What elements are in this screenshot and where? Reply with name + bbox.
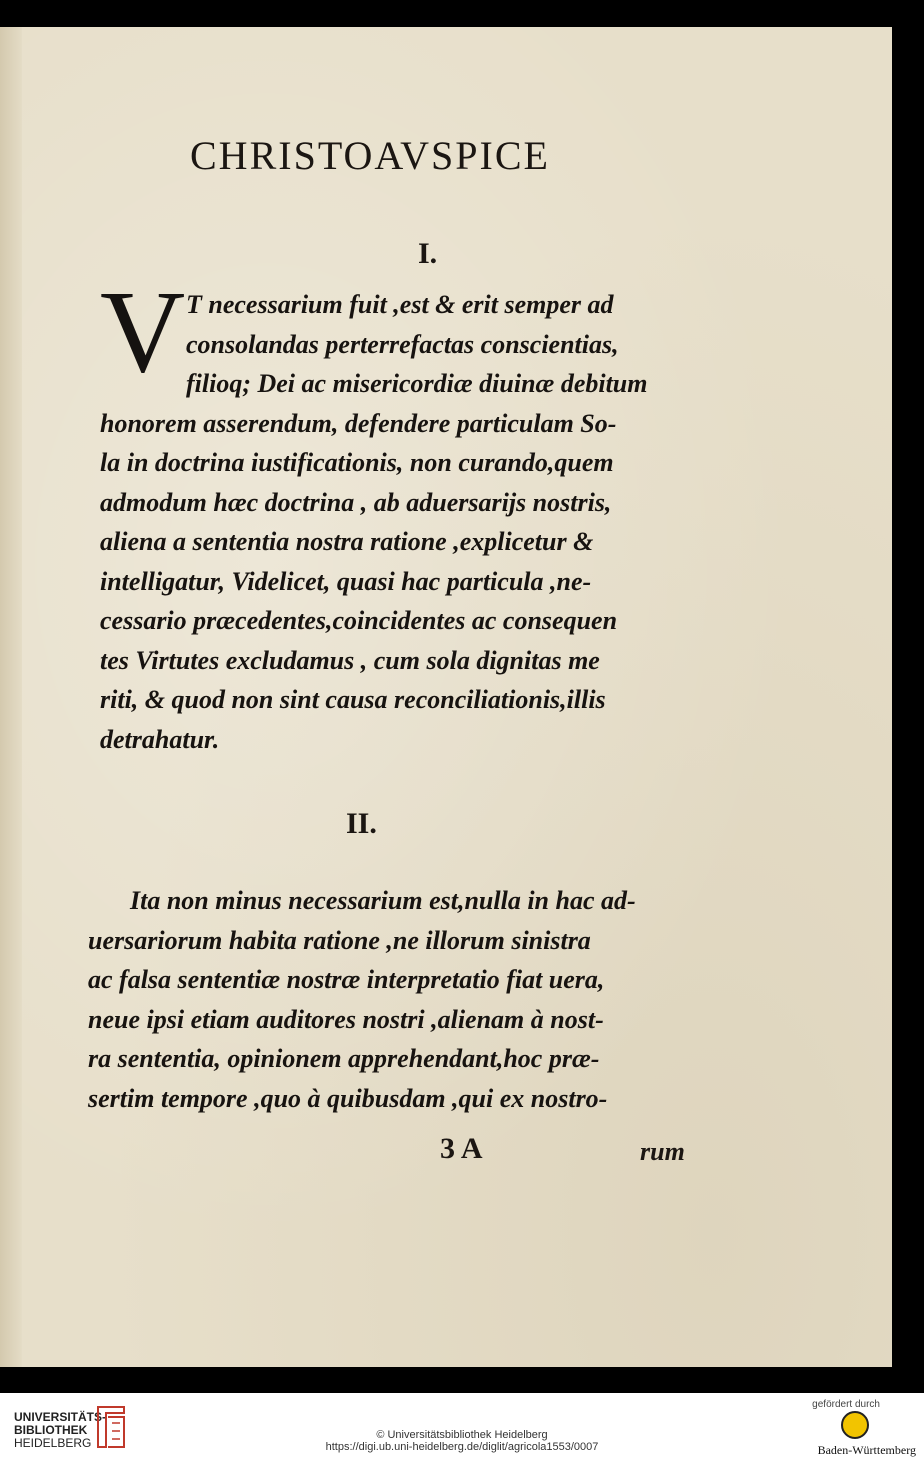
state-emblem-icon [841, 1411, 869, 1439]
page-title: CHRISTOAVSPICE [190, 133, 550, 178]
copyright-text: © Universitätsbibliothek Heidelberg [376, 1429, 548, 1441]
paragraph-1 [100, 285, 720, 759]
text-line: intelligatur, Videlicet, quasi hac particula ,ne- [100, 566, 592, 596]
sponsor-label: gefördert durch [812, 1399, 880, 1410]
text-line: T necessarium fuit ,est & erit semper ad [186, 290, 614, 319]
section-number-2: II. [346, 807, 377, 840]
text-line: consolandas perterrefactas conscientias, [186, 329, 619, 359]
text-line: tes Virtutes excludamus , cum sola dignitas me [100, 645, 600, 675]
catchword: rum [640, 1137, 685, 1166]
text-line: ac falsa sententiæ nostræ interpretatio fiat uera, [88, 965, 605, 994]
library-name-line: BIBLIOTHEK [14, 1423, 88, 1437]
scanned-page [0, 27, 892, 1367]
paragraph-2 [88, 881, 718, 1118]
library-name-line: UNIVERSITÄTS- [14, 1410, 107, 1424]
text-line: sertim tempore ,quo à quibusdam ,qui ex nostro- [88, 1083, 608, 1113]
signature-mark: 3 A [440, 1132, 483, 1165]
text-line: neue ipsi etiam auditores nostri ,alienam à nost- [88, 1004, 604, 1034]
page-edge [0, 27, 22, 1367]
text-line: detrahatur. [100, 724, 220, 754]
library-name-line: HEIDELBERG [14, 1436, 92, 1450]
text-line: uersariorum habita ratione ,ne illorum sinistra [88, 925, 591, 955]
text-line: cessario præcedentes,coincidentes ac consequen [100, 606, 618, 635]
text-line: Ita non minus necessarium est,nulla in hac ad- [130, 886, 636, 915]
viewer-footer [0, 1393, 924, 1462]
text-line: admodum hæc doctrina , ab aduersarijs nostris, [100, 487, 612, 517]
text-line: riti, & quod non sint causa reconciliationis,illis [100, 685, 606, 714]
text-line: aliena a sententia nostra ratione ,explicetur & [100, 527, 594, 556]
drop-capital: V [100, 266, 186, 397]
text-line: honorem asserendum, defendere particulam So- [100, 408, 617, 438]
text-line: filioq; Dei ac misericordiæ diuinæ debitum [186, 369, 648, 398]
permalink-url[interactable]: https://digi.ub.uni-heidelberg.de/diglit/agricola1553/0007 [325, 1441, 599, 1453]
copyright-notice [0, 1429, 924, 1453]
text-line: ra sententia, opinionem apprehendant,hoc præ- [88, 1044, 600, 1073]
section-number-1: I. [418, 237, 438, 270]
sponsor-name: Baden-Württemberg [817, 1443, 916, 1457]
text-line: la in doctrina iustificationis, non curando,quem [100, 448, 614, 477]
